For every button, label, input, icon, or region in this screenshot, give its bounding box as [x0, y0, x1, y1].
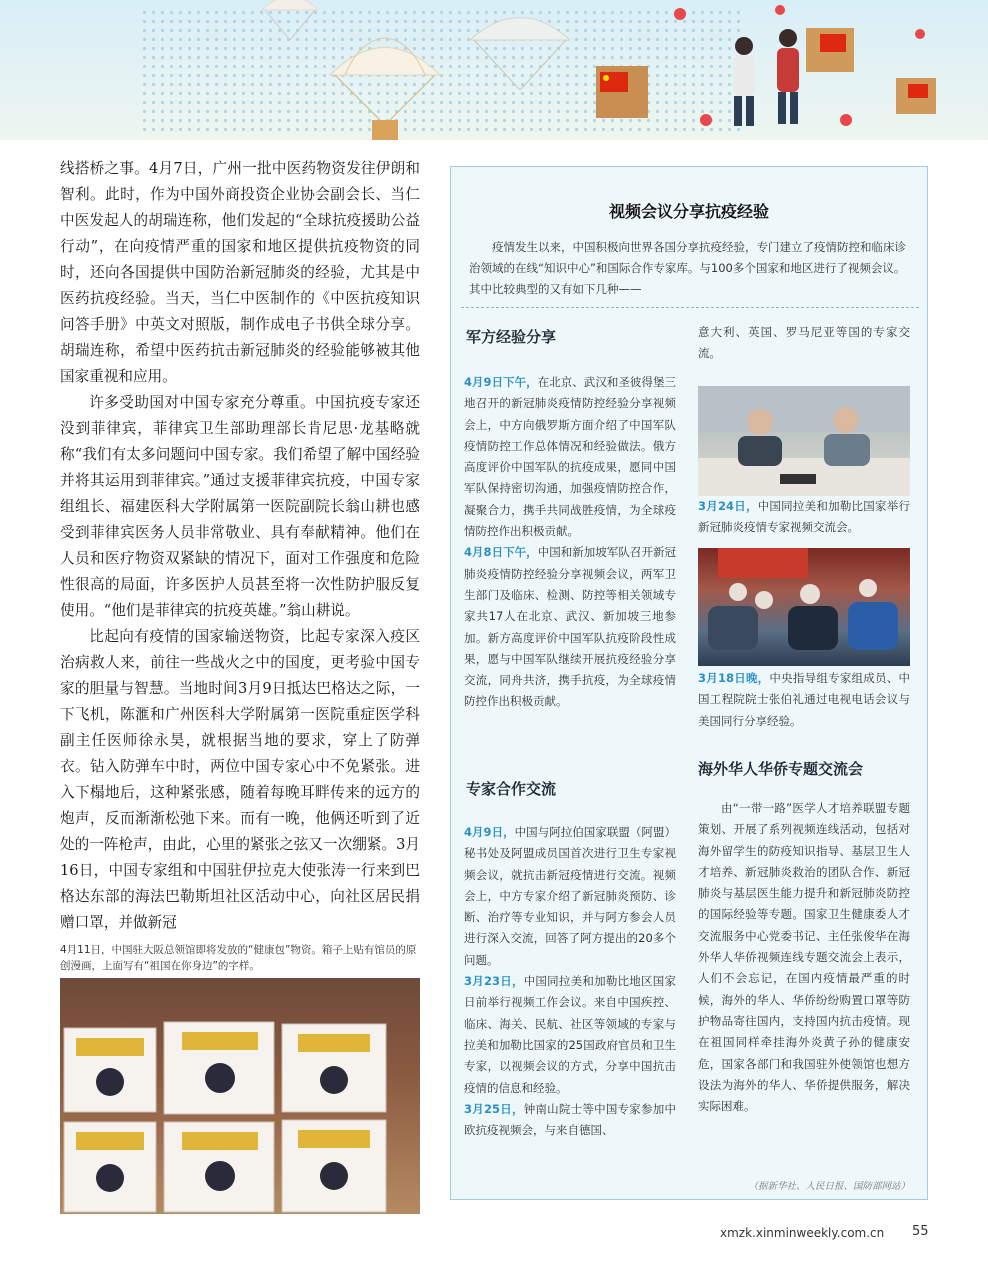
entry — [464, 542, 676, 712]
box-column-right-top — [698, 322, 910, 365]
parachute-icon — [470, 18, 570, 91]
article-paragraph: 线搭桥之事。4月7日，广州一批中医药物资发往伊朗和智利。此时，作为中国外商投资企业协会副会长、当仁中医发起人的胡瑞连称，他们发起的“全球抗疫援助公益行动”，在向疫情严重的国家和地区提供抗疫物资的同时，还向各国提供中国防治新冠肺炎的经验，尤其是中医药抗疫经验。当天，当仁中医制作的《中医抗疫知识问答手册》中英文对照版，制作成电子书供全球分享。胡瑞连称，希望中医药抗击新冠肺炎的经验能够被其他国家重视和应用。 — [60, 160, 420, 385]
location-pin-icon — [601, 5, 925, 126]
health-pack-boxes-photo — [60, 978, 420, 1214]
section-heading-experts: 专家合作交流 — [466, 780, 557, 798]
expert-team-photo — [698, 548, 910, 666]
entry-continued: 意大利、英国、罗马尼亚等国的专家交流。 — [698, 325, 910, 361]
photo-caption-1 — [698, 496, 910, 539]
box-title: 视频会议分享抗疫经验 — [608, 202, 769, 221]
entry-date: 3月23日， — [464, 974, 524, 989]
article-paragraph: 许多受助国对中国专家充分尊重。中国抗疫专家还没到菲律宾，菲律宾卫生部助理部长肯尼思·龙基略就称“我们有太多问题问中国专家。我们希望了解中国经验并将其运用到菲律宾。”通过支援菲律宾抗疫，中国专家组组长、福建医科大学附属第一医院副院长翁山耕也感受到菲律宾医务人员非常敬业、具有奉献精神。他们在人员和医疗物资双紧缺的情况下，面对工作强度和危险性很高的局面，许多医护人员甚至将一次性防护服反复使用。“他们是菲律宾的抗疫英雄。”翁山耕说。 — [60, 394, 420, 619]
aid-box-icon — [596, 28, 936, 118]
entry-text: 中国同拉美和加勒比地区国家日前举行视频工作会议。来自中国疾控、临床、海关、民航、社区等领域的专家与拉美和加勒比国家的25国政府官员和卫生专家，以视频会议的方式，分享中国抗击疫情的信息和经验。 — [464, 974, 676, 1095]
caption-text: 中央指导组专家组成员、中国工程院院士张伯礼通过电视电话会议与美国同行分享经验。 — [698, 671, 910, 728]
entry-text: 钟南山院士等中国专家参加中欧抗疫视频会，与来自德国、 — [464, 1101, 676, 1138]
entry-date: 4月8日下午， — [464, 545, 538, 560]
entry-text: 中国与阿拉伯国家联盟（阿盟）秘书处及阿盟成员国首次进行卫生专家视频会议，就抗击新冠疫情进行交流。视频会上，中方专家介绍了新冠肺炎预防、诊断、治疗等专业知识，并与阿方参会人员进行深入交流，回答了阿方提出的20多个问题。 — [464, 825, 676, 967]
box-intro: 疫情发生以来，中国积极向世界各国分享抗疫经验，专门建立了疫情防控和临床诊治领域的在线“知识中心”和国际合作专家库。与100多个国家和地区进行了视频会议。其中比较典型的又有如下几种—— — [469, 240, 906, 296]
header-banner — [0, 0, 988, 140]
photo-caption: 4月11日，中国驻大阪总领馆即将发放的“健康包”物资。箱子上贴有馆员的原创漫画，上面写有“祖国在你身边”的字样。 — [60, 944, 417, 972]
entry-date: 3月25日， — [464, 1101, 524, 1116]
article-paragraph: 比起向有疫情的国家输送物资，比起专家深入疫区治病救人来，前往一些战火之中的国度，更考验中国专家的胆量与智慧。当地时间3月9日抵达巴格达之际，一下飞机，陈滙和广州医科大学附属第一医院重症医学科副主任医师徐永昊，就根据当地的要求，穿上了防弹衣。钻入防弹车中时，两位中国专家心中不免紧张。进入下榻地后，这种紧张感，随着每晚耳畔传来的远方的炮声，反而渐渐松弛下来。而有一晚，他俩还听到了近处的一阵枪声，由此，心里的紧张之弦又一次绷紧。3月16日，中国专家组和中国驻伊拉克大使张涛一行来到巴格达东部的海法巴勒斯坦社区活动中心，向社区居民捐赠口罩，并做新冠 — [60, 628, 420, 931]
entry-date: 4月9日下午， — [464, 375, 538, 389]
parachute-icon — [330, 38, 440, 140]
caption-text: 中国同拉美和加勒比国家举行新冠肺炎疫情专家视频交流会。 — [698, 499, 910, 535]
divider — [461, 307, 919, 308]
caption-date: 3月24日， — [698, 499, 758, 513]
section-heading-military: 军方经验分享 — [466, 328, 557, 346]
entry — [464, 1099, 676, 1142]
entry — [464, 372, 676, 542]
entry-text: 由“一带一路”医学人才培养联盟专题策划、开展了系列视频连线活动，包括对海外留学生的防疫知识指导、基层卫生人才培养、新冠肺炎救治的团队合作、新冠肺炎与基层医生能力提升和新冠肺炎防控的国际经验等专题。国家卫生健康委人才交流服务中心党委书记、主任张俊华在海外华人华侨视频连线专题交流会上表示，人们不会忘记，在国内疫情最严重的时候，海外的华人、华侨纷纷购置口罩等防护物品寄往国内，支持国内抗击疫情。现在祖国同样牵挂海外炎黄子孙的健康安危，国家各部门和我国驻外使领馆也想方设法为海外的华人、华侨提供服务，解决实际困难。 — [698, 801, 910, 1114]
entry-date: 4月9日， — [464, 825, 515, 839]
banner-illustration — [0, 0, 988, 140]
box-column-left-lower — [464, 822, 676, 1141]
people-icon — [733, 29, 799, 126]
article-body-left — [60, 156, 420, 936]
entry — [464, 971, 676, 1099]
overseas-paragraph — [698, 798, 910, 1117]
entry — [464, 822, 676, 971]
entry-text: 在北京、武汉和圣彼得堡三地召开的新冠肺炎疫情防控经验分享视频会上，中方向俄罗斯方面介绍了中国军队疫情防控工作总体情况和经验做法。俄方高度评价中国军队的抗疫成果，愿同中国军队保持密切沟通，加强疫情防控合作，凝聚合力，携手共同战胜疫情，为全球疫情防控作出积极贡献。 — [464, 375, 676, 539]
footer-url: xmzk.xinminweekly.com.cn — [720, 1226, 885, 1240]
source-credit: （据新华社、人民日报、国防部网站） — [748, 1181, 910, 1192]
photo-caption-2 — [698, 668, 910, 732]
caption-date: 3月18日晚， — [698, 671, 770, 685]
video-conference-photo — [698, 386, 910, 496]
parachute-icon — [262, 0, 318, 40]
entry-text: 中国和新加坡军队召开新冠肺炎疫情防控经验分享视频会议，两军卫生部门及临床、检测、防控等相关领域专家共17人在北京、武汉、新加坡三地参加。新方高度评价中国军队抗疫阶段性成果，愿与中国军队继续开展抗疫经验分享交流，同舟共济，携手抗疫，为全球疫情防控作出积极贡献。 — [464, 545, 676, 709]
page-number: 55 — [912, 1224, 929, 1239]
section-heading-overseas: 海外华人华侨专题交流会 — [698, 760, 864, 778]
box-column-left — [464, 372, 676, 713]
